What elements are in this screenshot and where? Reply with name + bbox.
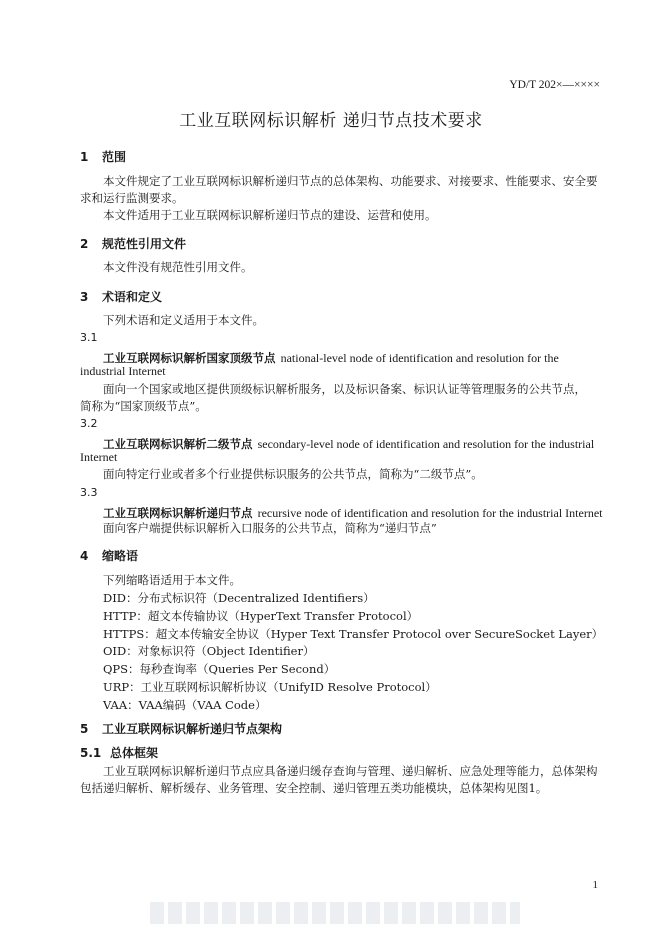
paragraph: 工业互联网标识解析递归节点应具备递归缓存查询与管理、递归解析、应急处理等能力，总体架构包括递归解析、解析缓存、业务管理、安全控制、递归管理五类功能模块，总体架构见图1。 — [80, 764, 598, 795]
section-number: 5 — [80, 722, 89, 736]
section-title: 工业互联网标识解析递归节点架构 — [102, 722, 283, 736]
document-code: YD/T 202×—×××× — [509, 79, 600, 91]
paragraph: 本文件规定了工业互联网标识解析递归节点的总体架构、功能要求、对接要求、性能要求、安全要求和运行监测要求。 — [80, 174, 598, 205]
section-heading-3 — [80, 288, 162, 305]
term-english: national-level node of identification and resolution for the — [280, 351, 559, 365]
term-definition: 面向特定行业或者多个行业提供标识服务的公共节点，简称为“二级节点”。 — [103, 467, 483, 481]
term-number: 3.2 — [80, 417, 98, 430]
paragraph: 本文件没有规范性引用文件。 — [103, 260, 253, 274]
term-chinese: 工业互联网标识解析递归节点 — [103, 506, 253, 520]
section-heading-1 — [80, 148, 126, 165]
term-definition: 面向客户端提供标识解析入口服务的公共节点，简称为“递归节点” — [103, 521, 437, 535]
abbreviation-item: QPS：每秒查询率（Queries Per Second） — [103, 662, 336, 676]
page-number: 1 — [592, 879, 598, 891]
section-heading-5 — [80, 720, 282, 737]
paragraph: 下列缩略语适用于本文件。 — [103, 573, 241, 587]
section-number: 3 — [80, 290, 89, 304]
term-definition-continued: 简称为“国家顶级节点”。 — [80, 399, 207, 413]
section-number: 2 — [80, 237, 89, 251]
subsection-title: 总体框架 — [110, 746, 159, 760]
document-title: 工业互联网标识解析 递归节点技术要求 — [179, 111, 483, 131]
abbreviation-item: HTTPS：超文本传输安全协议（Hyper Text Transfer Protocol over SecureSocket Layer） — [103, 627, 604, 641]
abbreviation-item: VAA：VAA编码（VAA Code） — [103, 698, 267, 712]
term-english: recursive node of identification and resolution for the industrial Internet — [257, 506, 603, 520]
term-chinese: 工业互联网标识解析二级节点 — [103, 437, 253, 451]
abbreviation-item: URP：工业互联网标识解析协议（UnifyID Resolve Protocol） — [103, 680, 437, 694]
section-title: 缩略语 — [102, 549, 139, 563]
section-title: 术语和定义 — [102, 290, 163, 304]
abbreviation-item: HTTP：超文本传输协议（HyperText Transfer Protocol） — [103, 609, 419, 623]
section-title: 范围 — [102, 150, 127, 164]
term-number: 3.1 — [80, 331, 98, 344]
section-title: 规范性引用文件 — [102, 237, 187, 251]
section-heading-2 — [80, 235, 186, 252]
term-entry — [103, 502, 602, 521]
term-english-continued: industrial Internet — [80, 364, 166, 378]
paragraph: 本文件适用于工业互联网标识解析递归节点的建设、运营和使用。 — [103, 208, 437, 222]
term-english: secondary-level node of identification and resolution for the industrial — [257, 437, 595, 451]
section-number: 1 — [80, 150, 89, 164]
section-heading-4 — [80, 547, 138, 564]
paragraph: 下列术语和定义适用于本文件。 — [103, 313, 264, 327]
term-entry — [103, 433, 594, 452]
watermark — [150, 902, 520, 924]
term-entry — [103, 347, 559, 366]
subsection-number: 5.1 — [80, 746, 102, 760]
term-chinese: 工业互联网标识解析国家顶级节点 — [103, 351, 276, 365]
term-definition: 面向一个国家或地区提供顶级标识解析服务，以及标识备案、标识认证等管理服务的公共节点， — [103, 382, 586, 396]
section-number: 4 — [80, 549, 89, 563]
term-number: 3.3 — [80, 486, 98, 499]
subsection-heading-5-1 — [80, 744, 158, 761]
abbreviation-item: DID：分布式标识符（Decentralized Identifiers） — [103, 591, 375, 605]
abbreviation-item: OID：对象标识符（Object Identifier） — [103, 644, 315, 658]
term-english-continued: Internet — [80, 450, 118, 464]
